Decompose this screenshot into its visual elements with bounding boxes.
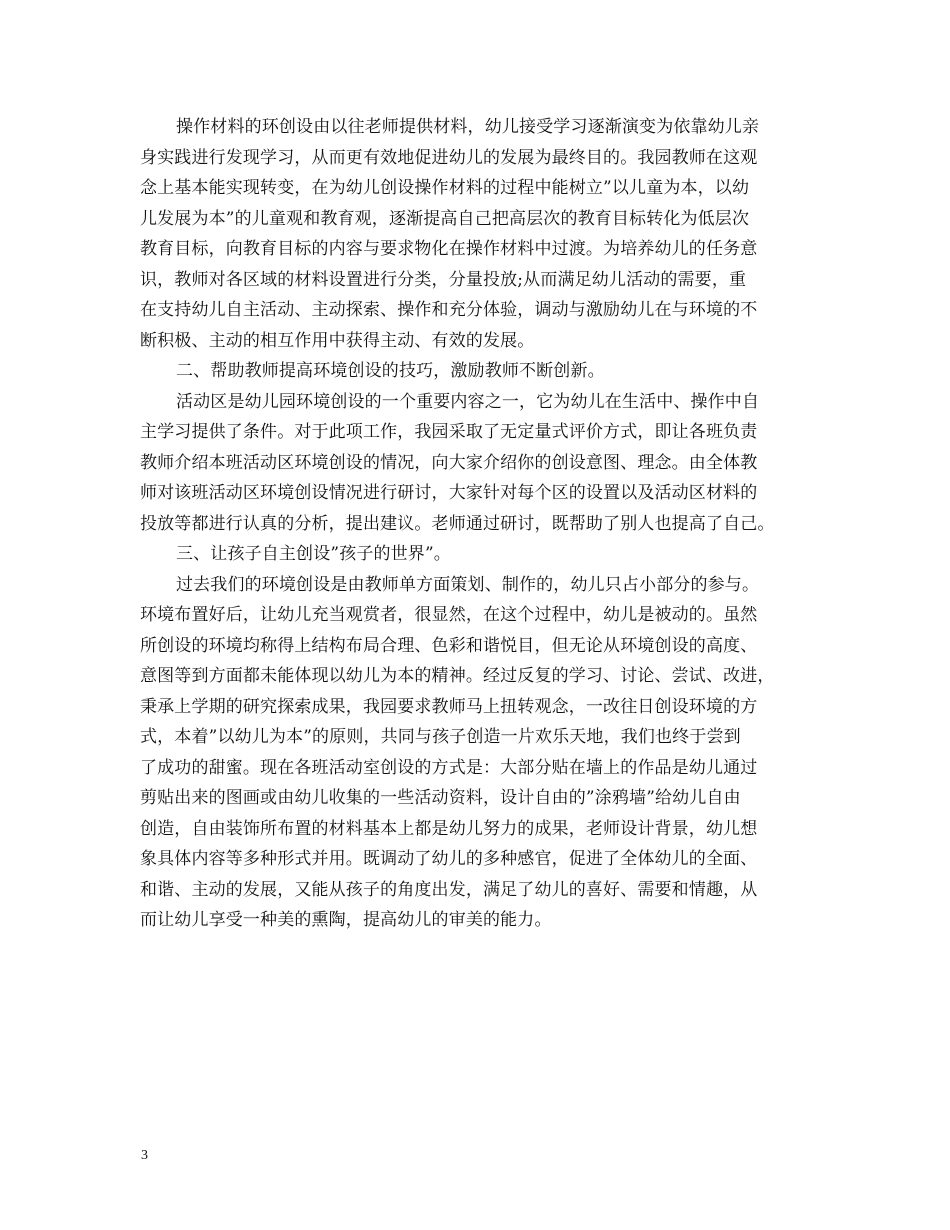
text-line: 师对该班活动区环境创设情况进行研讨，大家针对每个区的设置以及活动区材料的 [140, 483, 758, 503]
text-line: 式，本着”以幼儿为本”的原则，共同与孩子创造一片欢乐天地，我们也终于尝到 [140, 727, 741, 747]
text-line: 了成功的甜蜜。现在各班活动室创设的方式是：大部分贴在墙上的作品是幼儿通过 [140, 757, 758, 778]
text-line: 教师介绍本班活动区环境创设的情况，向大家介绍你的创设意图、理念。由全体教 [140, 452, 758, 473]
text-line: 教育目标，向教育目标的内容与要求物化在操作材料中过渡。为培养幼儿的任务意 [140, 239, 758, 259]
text-line: 念上基本能实现转变，在为幼儿创设操作材料的过程中能树立”以儿童为本，以幼 [140, 178, 750, 198]
text-line: 识，教师对各区域的材料设置进行分类，分量投放;从而满足幼儿活动的需要，重 [140, 269, 747, 290]
text-line: 二、帮助教师提高环境创设的技巧，激励教师不断创新。 [176, 361, 605, 381]
text-line: 主学习提供了条件。对于此项工作，我园采取了无定量式评价方式，即让各班负责 [140, 422, 758, 442]
text-line: 操作材料的环创设由以往老师提供材料，幼儿接受学习逐渐演变为依靠幼儿亲 [176, 117, 760, 137]
text-line: 环境布置好后，让幼儿充当观赏者，很显然，在这个过程中，幼儿是被动的。虽然 [140, 605, 758, 625]
text-line: 和谐、主动的发展，又能从孩子的角度出发，满足了幼儿的喜好、需要和情趣，从 [140, 879, 758, 900]
text-line: 所创设的环境均称得上结构布局合理、色彩和谐悦目，但无论从环境创设的高度、 [140, 635, 758, 656]
text-line: 而让幼儿享受一种美的熏陶，提高幼儿的审美的能力。 [140, 910, 552, 930]
text-line: 创造，自由装饰所布置的材料基本上都是幼儿努力的成果，老师设计背景，幼儿想 [140, 818, 758, 839]
text-line: 三、让孩子自主创设”孩子的世界”。 [176, 544, 451, 564]
text-line: 秉承上学期的研究探索成果，我园要求教师马上扭转观念，一改往日创设环境的方 [140, 696, 758, 717]
text-line: 活动区是幼儿园环境创设的一个重要内容之一，它为幼儿在生活中、操作中自 [176, 391, 760, 412]
text-line: 剪贴出来的图画或由幼儿收集的一些活动资料，设计自由的”涂鸦墙”给幼儿自由 [140, 788, 741, 808]
text-line: 儿发展为本”的儿童观和教育观，逐渐提高自己把高层次的教育目标转化为低层次 [140, 208, 750, 229]
text-line: 投放等都进行认真的分析，提出建议。老师通过研讨，既帮助了别人也提高了自己。 [140, 513, 775, 534]
text-line: 过去我们的环境创设是由教师单方面策划、制作的，幼儿只占小部分的参与。 [176, 574, 760, 595]
text-line: 在支持幼儿自主活动、主动探索、操作和充分体验，调动与激励幼儿在与环境的不 [140, 300, 758, 320]
text-line: 身实践进行发现学习，从而更有效地促进幼儿的发展为最终目的。我园教师在这观 [140, 147, 758, 168]
text-line: 意图等到方面都未能体现以幼儿为本的精神。经过反复的学习、讨论、尝试、改进， [140, 666, 775, 686]
text-line: 象具体内容等多种形式并用。既调动了幼儿的多种感官，促进了全体幼儿的全面、 [140, 849, 758, 869]
text-line: 断积极、主动的相互作用中获得主动、有效的发展。 [140, 330, 535, 351]
page-number: 3 [141, 1148, 148, 1163]
body-text [140, 112, 812, 936]
